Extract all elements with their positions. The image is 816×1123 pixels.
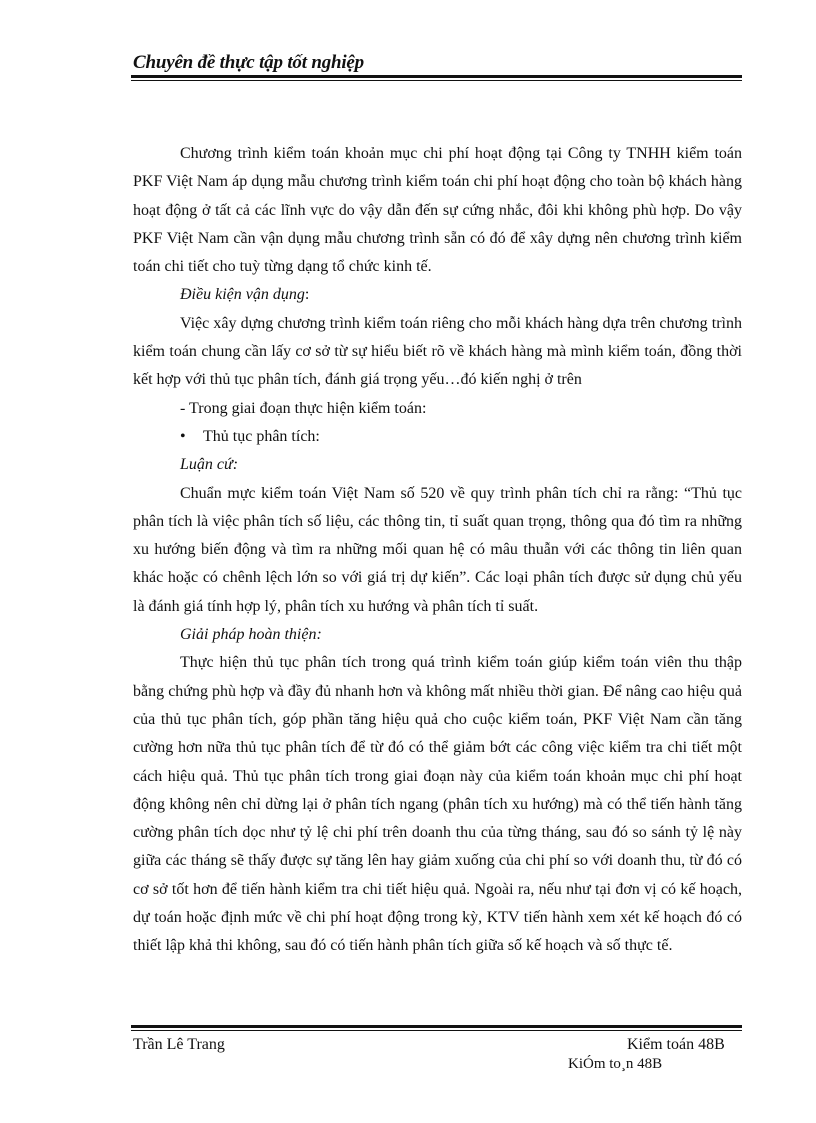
paragraph-conditions: Việc xây dựng chương trình kiểm toán riêng cho mỗi khách hàng dựa trên chương trình kiểm toán chung cần lấy cơ sở từ sự hiểu biết rõ về khách hàng mà mình kiểm toán, đồng thời kết hợp với thủ tục phân tích, đánh giá trọng yếu…đó kiến nghị ở trên (133, 314, 742, 389)
paragraph-solution: Thực hiện thủ tục phân tích trong quá trình kiểm toán giúp kiểm toán viên thu thập bằng chứng phù hợp và đầy đủ nhanh hơn và không mất nhiều thời gian. Để nâng cao hiệu quả của thủ tục phân tích, góp phần tăng hiệu quả cho cuộc kiểm toán, PKF Việt Nam cần tăng cường hơn nữa thủ tục phân tích để từ đó có thể giảm bớt các công việc kiểm tra chi tiết một cách hiệu quả. Thủ tục phân tích trong giai đoạn này của kiểm toán khoản mục chi phí hoạt động không nên chỉ dừng lại ở phân tích ngang (phân tích xu hướng) mà có thể tiến hành tăng cường phân tích dọc như tỷ lệ chi phí trên doanh thu của từng tháng, sau đó so sánh tỷ lệ này giữa các tháng sẽ thấy được sự tăng lên hay giảm xuống của chi phí so với doanh thu, từ đó có cơ sở tốt hơn để tiến hành kiểm tra chi tiết hiệu quả. Ngoài ra, nếu như tại đơn vị có kế hoạch, dự toán hoặc định mức về chi phí hoạt động trong kỳ, KTV tiến hành xem xét kế hoạch đó có thiết lập khả thi không, sau đó có tiến hành phân tích giữa số kế hoạch và số thực tế. (133, 654, 742, 955)
bullet-item-text: Thủ tục phân tích: (203, 427, 320, 445)
footer-rule-thin (131, 1030, 742, 1031)
header-rule-thick (131, 75, 742, 78)
footer-class-label: Kiểm toán 48B (627, 1036, 725, 1053)
heading-conditions-colon: : (304, 286, 310, 304)
footer-class-label-garbled: KiÓm to¸n 48B (568, 1056, 663, 1072)
document-body (133, 140, 742, 961)
heading-solution: Giải pháp hoàn thiện: (180, 626, 322, 644)
page-header-title: Chuyên đề thực tập tốt nghiệp (133, 52, 364, 73)
heading-arguments: Luận cứ: (180, 456, 239, 474)
footer-author: Trần Lê Trang (133, 1036, 225, 1053)
bullet-dot-icon: • (180, 427, 186, 445)
heading-conditions (133, 281, 742, 309)
header-rule-thin (131, 80, 742, 81)
paragraph-intro: Chương trình kiểm toán khoản mục chi phí hoạt động tại Công ty TNHH kiểm toán PKF Việt Nam áp dụng mẫu chương trình kiểm toán chi phí hoạt động cho toàn bộ khách hàng hoạt động ở tất cả các lĩnh vực do vậy dẫn đến sự cứng nhắc, đôi khi không phù hợp. Do vậy PKF Việt Nam cần vận dụng mẫu chương trình sẵn có đó để xây dựng nên chương trình kiểm toán chi tiết cho tuỳ từng dạng tổ chức kinh tế. (133, 145, 742, 276)
stage-line: - Trong giai đoạn thực hiện kiểm toán: (180, 399, 427, 417)
paragraph-arguments: Chuẩn mực kiểm toán Việt Nam số 520 về quy trình phân tích chỉ ra rằng: “Thủ tục phân tích là việc phân tích số liệu, các thông tin, tỉ suất quan trọng, thông qua đó tìm ra những xu hướng biến động và tìm ra những mối quan hệ có mâu thuẫn với các thông tin liên quan khác hoặc có chênh lệch lớn so với giá trị dự kiến”. Các loại phân tích được sử dụng chủ yếu là đánh giá tính hợp lý, phân tích xu hướng và phân tích tỉ suất. (133, 484, 742, 615)
heading-conditions-text: Điều kiện vận dụng (180, 286, 305, 304)
footer-rule-thick (131, 1025, 742, 1028)
bullet-item-analysis (133, 423, 742, 451)
